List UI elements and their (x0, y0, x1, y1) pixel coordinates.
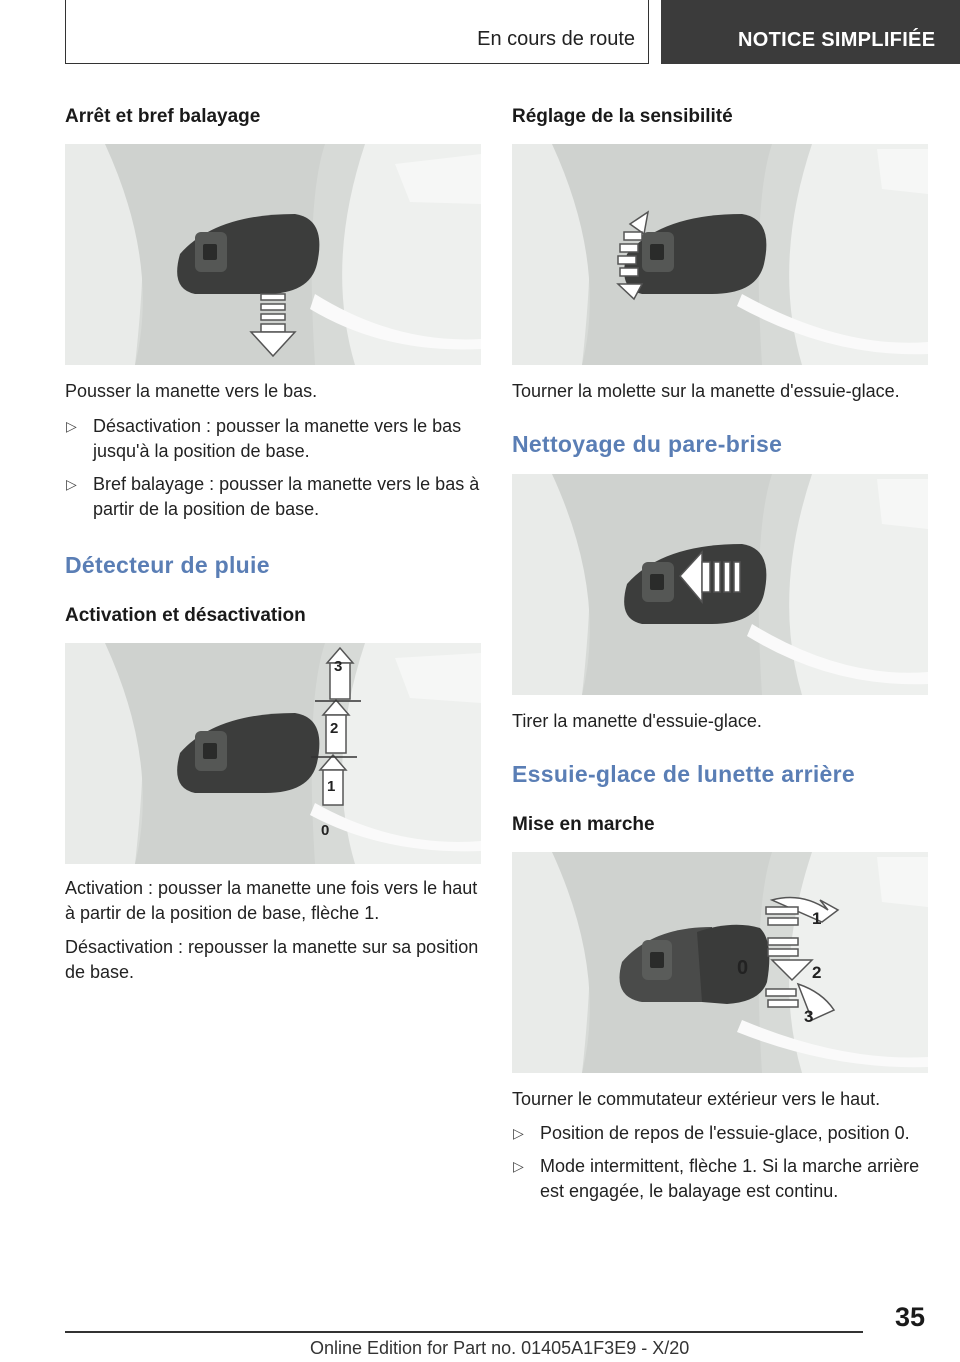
figure-lever-push-down (65, 144, 481, 365)
bullet-item (65, 414, 481, 464)
heading-activation: Activation et désactivation (65, 605, 306, 626)
paragraph-activation: Activation : pousser la manette une fois vers le haut à partir de la position de base, flèche 1. (65, 878, 478, 923)
figure-rear-wiper-switch (512, 852, 928, 1073)
bullet-item (65, 472, 481, 522)
bullet-text: Position de repos de l'essuie-glace, position 0. (540, 1123, 910, 1143)
figure-label-1: 1 (812, 909, 822, 928)
heading-start: Mise en marche (512, 814, 655, 835)
bullet-text: Désactivation : pousser la manette vers le bas jusqu'à la position de base. (93, 416, 462, 461)
page-number: 35 (895, 1302, 926, 1332)
figure-label-0: 0 (321, 822, 330, 839)
bullet-triangle-icon: ▷ (66, 418, 77, 434)
paragraph-turn-switch: Tourner le commutateur extérieur vers le haut. (512, 1089, 881, 1109)
bullet-item (512, 1121, 928, 1146)
figure-label-1: 1 (327, 778, 336, 795)
paragraph-deactivation: Désactivation : repousser la manette sur sa position de base. (65, 937, 479, 982)
left-column (65, 100, 481, 985)
bullet-item (512, 1154, 928, 1204)
right-column (512, 100, 928, 1204)
figure-label-2: 2 (812, 963, 822, 982)
figure-label-3: 3 (334, 658, 343, 675)
heading-rear-wiper: Essuie-glace de lunette arrière (512, 761, 855, 787)
figure-lever-pull (512, 474, 928, 695)
bullet-text: Bref balayage : pousser la manette vers le bas à partir de la position de base. (93, 474, 480, 519)
heading-rain-sensor: Détecteur de pluie (65, 552, 270, 578)
bullet-triangle-icon: ▷ (66, 476, 77, 492)
heading-windscreen-cleaning: Nettoyage du pare-brise (512, 431, 783, 457)
paragraph-push-down: Pousser la manette vers le bas. (65, 381, 318, 401)
chapter-title: NOTICE SIMPLIFIÉE (738, 29, 936, 51)
figure-label-3: 3 (804, 1007, 814, 1026)
figure-label-2: 2 (330, 720, 339, 737)
paragraph-pull-lever: Tirer la manette d'essuie-glace. (512, 711, 762, 731)
footer-divider (65, 1331, 863, 1333)
bullet-triangle-icon: ▷ (513, 1158, 524, 1174)
bullet-triangle-icon: ▷ (513, 1125, 524, 1141)
heading-stop-wipe: Arrêt et bref balayage (65, 106, 261, 127)
page-header (0, 0, 960, 66)
figure-wheel-rotation (512, 144, 928, 365)
heading-sensitivity: Réglage de la sensibilité (512, 106, 733, 127)
figure-label-0: 0 (737, 957, 749, 979)
paragraph-turn-wheel: Tourner la molette sur la manette d'essuie-glace. (512, 381, 900, 401)
footer-edition: Online Edition for Part no. 01405A1F3E9 - X/20 (310, 1338, 690, 1358)
section-title: En cours de route (477, 28, 635, 50)
bullet-text: Mode intermittent, flèche 1. Si la marche arrière est engagée, le balayage est continu. (540, 1156, 920, 1201)
figure-lever-rain-sensor (65, 643, 481, 864)
